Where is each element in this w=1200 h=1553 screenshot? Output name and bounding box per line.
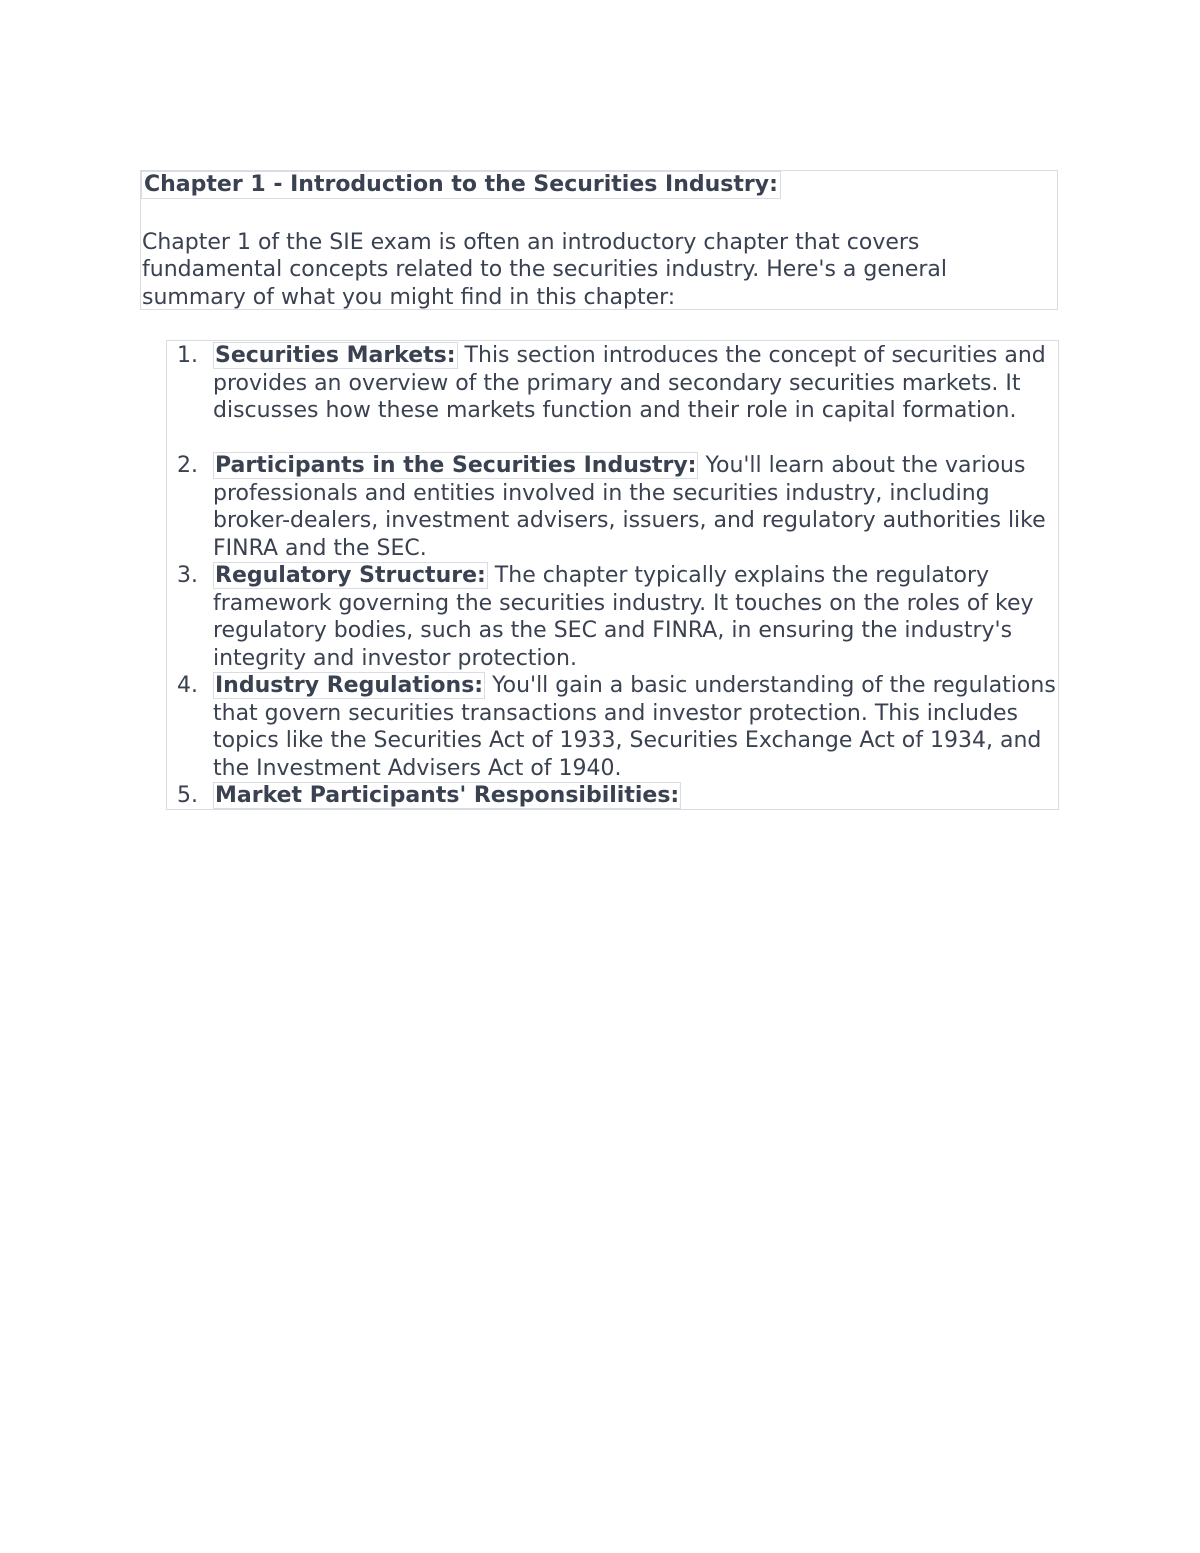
list-item-number: 4. bbox=[177, 673, 198, 698]
chapter-heading: Chapter 1 - Introduction to the Securities Industry: bbox=[141, 171, 781, 199]
list-item-text: You'll gain a basic understanding of the regulations that govern securities transactions and investor protection. This includes topics like the Securities Act of 1933, Securities Exchange Act of 1934, and the Investment Advisers Act of 1940. bbox=[213, 673, 1056, 781]
intro-paragraph: Chapter 1 of the SIE exam is often an introductory chapter that covers fundamental concepts related to the securities industry. Here's a general summary of what you might find in this chapter: bbox=[142, 230, 948, 310]
topic-list bbox=[166, 340, 1059, 810]
list-item-body bbox=[213, 782, 1059, 810]
list-item-body bbox=[213, 672, 1059, 782]
list-item-body bbox=[213, 562, 1059, 672]
list-item-title: Regulatory Structure: bbox=[215, 563, 486, 588]
list-item-title: Participants in the Securities Industry: bbox=[215, 453, 697, 478]
list-item-title: Securities Markets: bbox=[215, 343, 456, 368]
list-item-title: Market Participants' Responsibilities: bbox=[215, 783, 680, 808]
list-item-body bbox=[213, 342, 1059, 425]
list-item-text: The chapter typically explains the regulatory framework governing the securities industry. It touches on the roles of key regulatory bodies, such as the SEC and FINRA, in ensuring the industry's integrity and investor protection. bbox=[213, 563, 1034, 671]
list-item-number: 1. bbox=[177, 343, 198, 368]
list-item-number: 3. bbox=[177, 563, 198, 588]
list-item-body bbox=[213, 452, 1059, 562]
list-item-text: You'll learn about the various professionals and entities involved in the securities industry, including broker-dealers, investment advisers, issuers, and regulatory authorities like FINRA and the SEC. bbox=[213, 453, 1046, 561]
list-item-text: This section introduces the concept of securities and provides an overview of the primary and secondary securities markets. It discusses how these markets function and their role in capital formation. bbox=[213, 343, 1046, 424]
list-item-number: 5. bbox=[177, 783, 198, 808]
list-item-title: Industry Regulations: bbox=[215, 673, 484, 698]
list-item-number: 2. bbox=[177, 453, 198, 478]
